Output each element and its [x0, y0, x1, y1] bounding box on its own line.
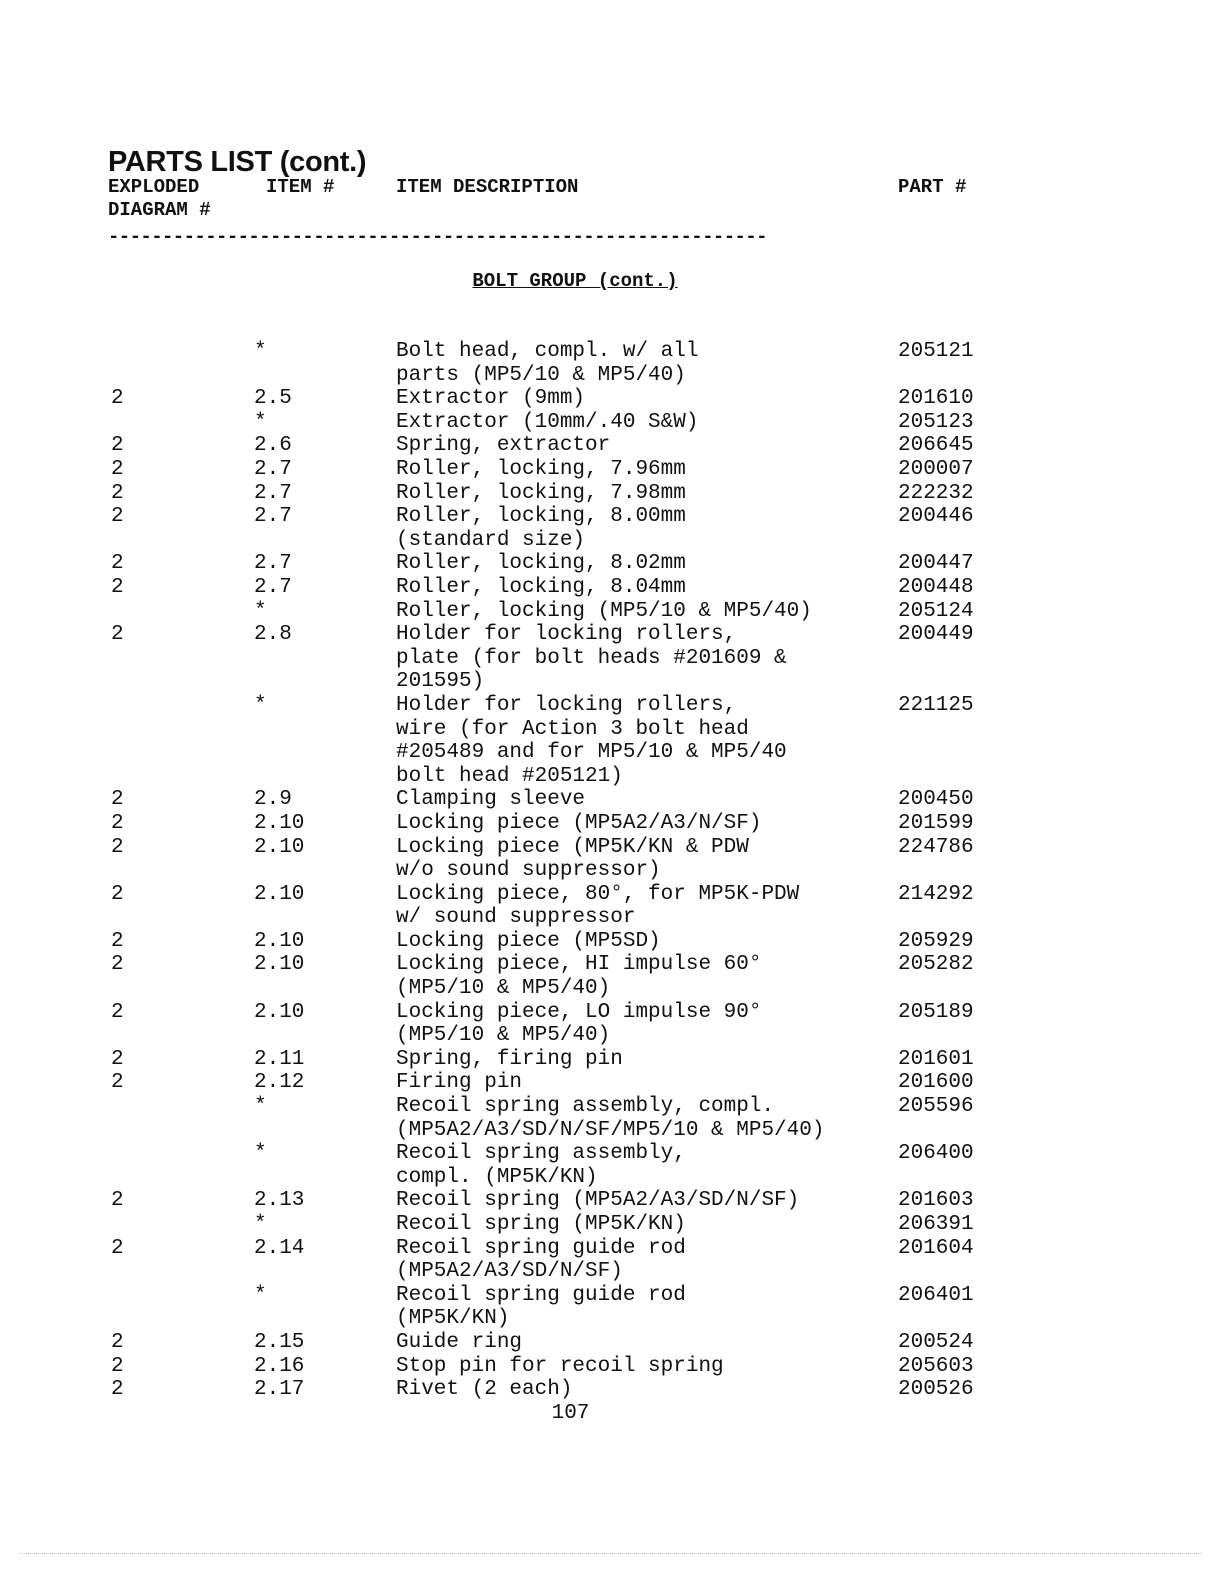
part-number: 206391 — [898, 1213, 974, 1236]
part-number: 205596 — [898, 1095, 974, 1119]
description-line: #205489 and for MP5/10 & MP5/40 — [396, 741, 787, 765]
description-line: bolt head #205121) — [396, 764, 623, 788]
part-number: 200447 — [898, 552, 974, 576]
item-description — [396, 505, 896, 552]
description-line: Locking piece (MP5A2/A3/N/SF) — [396, 811, 762, 835]
part-number: 201601 — [898, 1047, 974, 1071]
description-line: Recoil spring guide rod — [396, 1236, 686, 1260]
item-number: 2.17 — [254, 1378, 305, 1402]
item-description — [396, 576, 896, 600]
part-number: 201600 — [898, 1071, 974, 1095]
description-line: w/o sound suppressor) — [396, 859, 661, 883]
part-number: 205123 — [898, 410, 974, 434]
description-line: plate (for bolt heads #201609 & — [396, 646, 787, 670]
description-line: Locking piece (MP5SD) — [396, 929, 661, 953]
item-number: * — [254, 340, 267, 363]
table-row — [0, 387, 1221, 411]
item-number: 2.15 — [254, 1330, 305, 1354]
description-line: 201595) — [396, 670, 485, 694]
item-number: 2.7 — [254, 457, 292, 481]
item-description — [396, 552, 896, 576]
item-number: 2.12 — [254, 1071, 305, 1095]
part-number: 200449 — [898, 623, 974, 647]
diagram-number: 2 — [111, 387, 124, 411]
diagram-number: 2 — [111, 623, 124, 647]
table-row — [0, 1237, 1221, 1284]
part-number: 205189 — [898, 1000, 974, 1024]
item-description — [396, 1001, 896, 1048]
table-row — [0, 340, 1221, 387]
diagram-number: 2 — [111, 1330, 124, 1354]
description-line: Guide ring — [396, 1330, 523, 1354]
diagram-number: 2 — [111, 481, 124, 505]
item-number: 2.8 — [254, 623, 292, 647]
table-row — [0, 1331, 1221, 1355]
item-number: 2.5 — [254, 387, 292, 411]
description-line: Roller, locking, 7.98mm — [396, 481, 686, 505]
diagram-number: 2 — [111, 929, 124, 953]
item-number: * — [254, 1213, 267, 1236]
table-row — [0, 883, 1221, 930]
page-title: PARTS LIST (cont.) — [108, 146, 367, 178]
item-number: 2.7 — [254, 505, 292, 529]
item-description — [396, 387, 896, 411]
column-header-diagram-line2: DIAGRAM # — [108, 199, 211, 221]
item-number: 2.16 — [254, 1354, 305, 1378]
part-number: 205124 — [898, 599, 974, 623]
table-row — [0, 482, 1221, 506]
table-row — [0, 1378, 1221, 1402]
description-line: Recoil spring guide rod — [396, 1283, 686, 1307]
item-number: * — [254, 1142, 267, 1166]
item-number: 2.6 — [254, 434, 292, 458]
item-description — [396, 1142, 896, 1189]
part-number: 205603 — [898, 1354, 974, 1378]
description-line: Holder for locking rollers, — [396, 623, 737, 647]
diagram-number: 2 — [111, 835, 124, 859]
table-row — [0, 1095, 1221, 1142]
item-description — [396, 1331, 896, 1355]
item-number: * — [254, 599, 267, 623]
item-description — [396, 1378, 896, 1402]
part-number: 200450 — [898, 788, 974, 812]
item-description — [396, 953, 896, 1000]
table-row — [0, 1071, 1221, 1095]
description-line: Holder for locking rollers, — [396, 693, 737, 717]
table-row — [0, 836, 1221, 883]
column-header-description: ITEM DESCRIPTION — [396, 176, 579, 198]
item-description — [396, 883, 896, 930]
table-row — [0, 788, 1221, 812]
description-line: Locking piece, 80°, for MP5K-PDW — [396, 882, 800, 906]
table-row — [0, 505, 1221, 552]
table-row — [0, 576, 1221, 600]
description-line: (standard size) — [396, 528, 586, 552]
item-description — [396, 812, 896, 836]
part-number: 201599 — [898, 811, 974, 835]
item-number: 2.11 — [254, 1047, 305, 1071]
item-number: * — [254, 1283, 267, 1307]
part-number: 201603 — [898, 1189, 974, 1213]
description-line: Roller, locking (MP5/10 & MP5/40) — [396, 599, 812, 623]
part-number: 201604 — [898, 1236, 974, 1260]
table-row — [0, 694, 1221, 788]
description-line: wire (for Action 3 bolt head — [396, 717, 749, 741]
description-line: Recoil spring (MP5A2/A3/SD/N/SF) — [396, 1189, 800, 1213]
diagram-number: 2 — [111, 1189, 124, 1213]
item-number: 2.10 — [254, 929, 305, 953]
parts-table — [0, 340, 1221, 1402]
item-number: 2.7 — [254, 481, 292, 505]
description-line: (MP5/10 & MP5/40) — [396, 1024, 611, 1048]
description-line: Roller, locking, 8.04mm — [396, 575, 686, 599]
item-description — [396, 411, 896, 435]
item-description — [396, 1213, 896, 1237]
item-description — [396, 623, 896, 694]
item-number: * — [254, 693, 267, 717]
item-description — [396, 1071, 896, 1095]
part-number: 205929 — [898, 929, 974, 953]
item-number: 2.9 — [254, 788, 292, 812]
part-number: 200007 — [898, 457, 974, 481]
part-number: 206401 — [898, 1283, 974, 1307]
item-description — [396, 836, 896, 883]
diagram-number: 2 — [111, 1354, 124, 1378]
description-line: Roller, locking, 7.96mm — [396, 457, 686, 481]
part-number: 201610 — [898, 387, 974, 411]
description-line: Extractor (10mm/.40 S&W) — [396, 410, 699, 434]
diagram-number: 2 — [111, 457, 124, 481]
table-row — [0, 1189, 1221, 1213]
item-description — [396, 1189, 896, 1213]
description-line: w/ sound suppressor — [396, 906, 636, 930]
item-number: 2.7 — [254, 575, 292, 599]
table-row — [0, 1284, 1221, 1331]
description-line: (MP5K/KN) — [396, 1307, 510, 1331]
header-rule: ------------------------------------------------------------- — [108, 226, 767, 248]
part-number: 200524 — [898, 1330, 974, 1354]
item-number: 2.10 — [254, 811, 305, 835]
description-line: Recoil spring assembly, — [396, 1142, 686, 1166]
item-description — [396, 1284, 896, 1331]
item-description — [396, 788, 896, 812]
table-row — [0, 623, 1221, 694]
part-number: 214292 — [898, 882, 974, 906]
table-row — [0, 458, 1221, 482]
item-number: 2.10 — [254, 835, 305, 859]
part-number: 221125 — [898, 693, 974, 717]
description-line: (MP5/10 & MP5/40) — [396, 977, 611, 1001]
table-row — [0, 1213, 1221, 1237]
diagram-number: 2 — [111, 953, 124, 977]
diagram-number: 2 — [111, 788, 124, 812]
item-number: 2.10 — [254, 953, 305, 977]
part-number: 200526 — [898, 1378, 974, 1402]
table-row — [0, 953, 1221, 1000]
description-line: Extractor (9mm) — [396, 387, 586, 411]
item-number: 2.14 — [254, 1236, 305, 1260]
part-number: 206400 — [898, 1142, 974, 1166]
description-line: Locking piece, LO impulse 90° — [396, 1000, 762, 1024]
part-number: 200448 — [898, 575, 974, 599]
description-line: Rivet (2 each) — [396, 1378, 573, 1402]
table-row — [0, 1142, 1221, 1189]
part-number: 205282 — [898, 953, 974, 977]
diagram-number: 2 — [111, 1236, 124, 1260]
item-description — [396, 1048, 896, 1072]
item-description — [396, 1095, 896, 1142]
description-line: Bolt head, compl. w/ all — [396, 340, 699, 363]
section-title: BOLT GROUP (cont.) — [472, 270, 678, 292]
item-number: * — [254, 410, 267, 434]
part-number: 224786 — [898, 835, 974, 859]
item-description — [396, 458, 896, 482]
diagram-number: 2 — [111, 552, 124, 576]
table-row — [0, 1355, 1221, 1379]
column-header-item: ITEM # — [266, 176, 335, 198]
description-line: Firing pin — [396, 1071, 523, 1095]
item-description — [396, 434, 896, 458]
diagram-number: 2 — [111, 1071, 124, 1095]
table-row — [0, 552, 1221, 576]
diagram-number: 2 — [111, 1378, 124, 1402]
diagram-number: 2 — [111, 1047, 124, 1071]
item-number: 2.7 — [254, 552, 292, 576]
description-line: Spring, extractor — [396, 434, 611, 458]
table-row — [0, 434, 1221, 458]
description-line: compl. (MP5K/KN) — [396, 1165, 598, 1189]
table-row — [0, 930, 1221, 954]
part-number: 222232 — [898, 481, 974, 505]
column-header-diagram: EXPLODED — [108, 176, 200, 198]
diagram-number: 2 — [111, 505, 124, 529]
item-description — [396, 930, 896, 954]
diagram-number: 2 — [111, 1000, 124, 1024]
description-line: Locking piece (MP5K/KN & PDW — [396, 835, 749, 859]
item-description — [396, 1355, 896, 1379]
description-line: Recoil spring (MP5K/KN) — [396, 1213, 686, 1236]
description-line: Locking piece, HI impulse 60° — [396, 953, 762, 977]
description-line: Roller, locking, 8.00mm — [396, 505, 686, 529]
diagram-number: 2 — [111, 811, 124, 835]
part-number: 200446 — [898, 505, 974, 529]
diagram-number: 2 — [111, 575, 124, 599]
item-number: 2.10 — [254, 882, 305, 906]
part-number: 205121 — [898, 340, 974, 363]
description-line: (MP5A2/A3/SD/N/SF/MP5/10 & MP5/40) — [396, 1118, 825, 1142]
description-line: Spring, firing pin — [396, 1047, 623, 1071]
item-number: * — [254, 1095, 267, 1119]
diagram-number: 2 — [111, 882, 124, 906]
table-row — [0, 1048, 1221, 1072]
description-line: parts (MP5/10 & MP5/40) — [396, 363, 686, 387]
item-description — [396, 482, 896, 506]
description-line: Stop pin for recoil spring — [396, 1354, 724, 1378]
item-number: 2.13 — [254, 1189, 305, 1213]
item-description — [396, 694, 896, 788]
item-description — [396, 600, 896, 624]
table-row — [0, 411, 1221, 435]
scan-edge-artifact — [20, 1553, 1201, 1555]
part-number: 206645 — [898, 434, 974, 458]
table-row — [0, 1001, 1221, 1048]
item-description — [396, 1237, 896, 1284]
column-header-part: PART # — [898, 176, 967, 198]
diagram-number: 2 — [111, 434, 124, 458]
item-number: 2.10 — [254, 1000, 305, 1024]
table-row — [0, 600, 1221, 624]
page-number: 107 — [551, 1402, 590, 1425]
table-row — [0, 812, 1221, 836]
item-description — [396, 340, 896, 387]
description-line: Recoil spring assembly, compl. — [396, 1095, 775, 1119]
description-line: (MP5A2/A3/SD/N/SF) — [396, 1260, 623, 1284]
description-line: Clamping sleeve — [396, 788, 586, 812]
description-line: Roller, locking, 8.02mm — [396, 552, 686, 576]
